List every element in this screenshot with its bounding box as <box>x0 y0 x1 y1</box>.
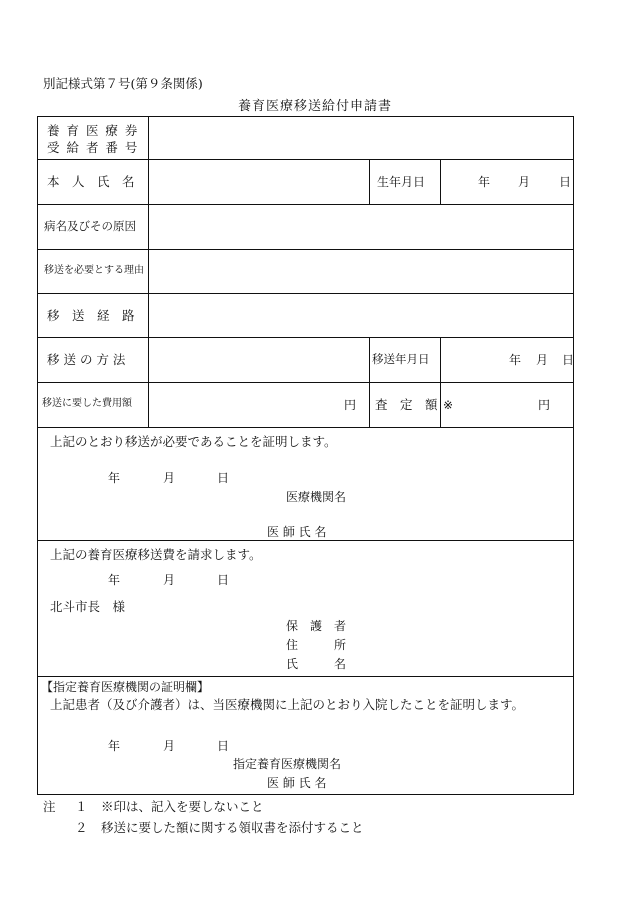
name-label: 氏 名 <box>286 657 347 671</box>
assessed-mark: ※ <box>443 398 454 412</box>
designated-doctor-label: 医 師 氏 名 <box>267 776 327 790</box>
request-year: 年 <box>108 573 121 587</box>
section-divider <box>37 676 574 677</box>
reason-label: 移送を必要とする理由 <box>44 265 144 276</box>
physician-statement: 上記のとおり移送が必要であることを証明します。 <box>50 434 337 449</box>
designated-day: 日 <box>217 739 230 753</box>
transfer-day-label: 日 <box>562 353 575 367</box>
column-divider <box>369 159 370 204</box>
transfer-date-label: 移送年月日 <box>372 352 430 366</box>
cert-number-label-1: 養 育 医 療 券 <box>47 123 139 138</box>
designated-month: 月 <box>163 739 176 753</box>
addressee: 北斗市長 様 <box>50 599 126 614</box>
birth-date-label: 生年月日 <box>377 175 426 189</box>
note-2-number: ２ <box>75 820 88 835</box>
row-divider <box>37 427 574 428</box>
form-title: 養育医療移送給付申請書 <box>237 99 392 114</box>
column-divider <box>440 159 441 204</box>
physician-doctor-label: 医 師 氏 名 <box>267 525 327 539</box>
birth-year-label: 年 <box>478 175 491 189</box>
birth-day-label: 日 <box>559 175 572 189</box>
row-divider <box>37 204 574 205</box>
method-label: 移 送 の 方 法 <box>47 352 126 367</box>
address-label: 住 所 <box>286 638 347 652</box>
physician-institution-label: 医療機関名 <box>286 490 347 504</box>
row-divider <box>37 382 574 383</box>
notes-label: 注 <box>43 799 56 814</box>
designated-year: 年 <box>108 739 121 753</box>
row-divider <box>37 159 574 160</box>
column-divider <box>369 337 370 427</box>
designated-institution-label: 指定養育医療機関名 <box>233 757 342 771</box>
designated-statement: 上記患者（及び介護者）は、当医療機関に上記のとおり入院したことを証明します。 <box>50 697 525 712</box>
transfer-year-label: 年 <box>509 353 522 367</box>
cost-label: 移送に要した費用額 <box>42 398 132 409</box>
cost-unit: 円 <box>344 398 357 412</box>
disease-label: 病名及びその原因 <box>44 219 136 233</box>
physician-day: 日 <box>217 471 230 485</box>
physician-year: 年 <box>108 471 121 485</box>
row-divider <box>37 337 574 338</box>
cert-number-label-2: 受 給 者 番 号 <box>47 140 139 155</box>
note-1-text: ※印は、記入を要しないこと <box>101 799 264 814</box>
request-month: 月 <box>163 573 176 587</box>
birth-month-label: 月 <box>518 175 531 189</box>
assessed-unit: 円 <box>538 398 551 412</box>
guardian-label: 保 護 者 <box>286 619 347 633</box>
row-divider <box>37 293 574 294</box>
physician-month: 月 <box>163 471 176 485</box>
note-2-text: 移送に要した額に関する領収書を添付すること <box>101 820 364 835</box>
assessed-label: 査 定 額 <box>375 397 438 412</box>
designated-heading: 【指定養育医療機関の証明欄】 <box>41 680 210 694</box>
route-label: 移 送 経 路 <box>47 308 135 323</box>
form-number-label: 別記様式第７号(第９条関係) <box>43 76 203 91</box>
column-divider <box>440 337 441 427</box>
note-1-number: １ <box>75 799 88 814</box>
transfer-month-label: 月 <box>536 353 549 367</box>
row-divider <box>37 249 574 250</box>
patient-name-label: 本 人 氏 名 <box>47 174 135 189</box>
label-column-divider <box>148 116 149 427</box>
request-day: 日 <box>217 573 230 587</box>
section-divider <box>37 540 574 541</box>
request-statement: 上記の養育医療移送費を請求します。 <box>50 547 262 562</box>
